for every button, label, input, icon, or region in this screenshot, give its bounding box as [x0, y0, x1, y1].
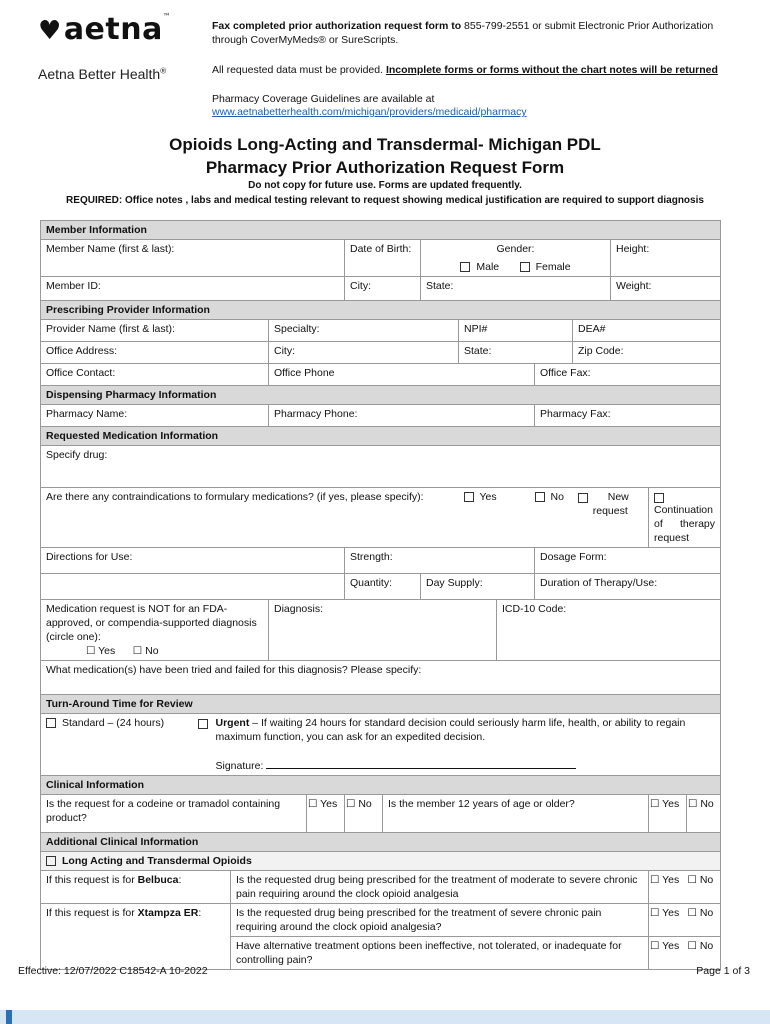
signature-line[interactable]: Signature:: [216, 758, 716, 773]
belbuca-label: If this request is for Belbuca:: [41, 871, 231, 904]
section-clinical: Clinical Information: [41, 776, 721, 795]
pharmacy-fax-field[interactable]: Pharmacy Fax:: [535, 405, 721, 427]
alternative-no[interactable]: ☐ No: [687, 937, 721, 970]
form-title: Opioids Long-Acting and Transdermal- Michigan PDL: [169, 135, 601, 154]
codeine-question: Is the request for a codeine or tramadol containing product?: [41, 795, 307, 833]
belbuca-yes[interactable]: ☐ Yes: [649, 871, 687, 904]
alternative-yes[interactable]: ☐ Yes: [649, 937, 687, 970]
fda-yes-option[interactable]: ☐ Yes: [86, 645, 116, 657]
section-additional: Additional Clinical Information: [41, 833, 721, 852]
effective-date: Effective: 12/07/2022 C18542-A 10-2022: [18, 965, 208, 977]
standard-option[interactable]: Standard – (24 hours): [41, 714, 193, 776]
required-notice: All requested data must be provided. Incomplete forms or forms without the chart notes will be returned: [212, 64, 718, 76]
scroll-edge: [6, 1010, 12, 1024]
authorization-form: [40, 220, 721, 970]
xtampza-label: If this request is for Xtampza ER:: [41, 904, 231, 970]
npi-field[interactable]: NPI#: [459, 320, 573, 342]
dob-field[interactable]: Date of Birth:: [345, 240, 421, 277]
section-pharmacy: Dispensing Pharmacy Information: [41, 386, 721, 405]
pharmacy-phone-field[interactable]: Pharmacy Phone:: [269, 405, 535, 427]
belbuca-question: Is the requested drug being prescribed for the treatment of moderate to severe chronic pain requiring around the clock opioid analgesia: [231, 871, 649, 904]
guidelines-link[interactable]: www.aetnabetterhealth.com/michigan/providers/medicaid/pharmacy: [212, 106, 527, 118]
brand-subtitle: Aetna Better Health®: [38, 66, 167, 82]
provider-city-field[interactable]: City:: [269, 342, 459, 364]
specialty-field[interactable]: Specialty:: [269, 320, 459, 342]
alternative-question: Have alternative treatment options been ineffective, not tolerated, or inadequate for controlling pain?: [231, 937, 649, 970]
quantity-field[interactable]: Quantity:: [345, 574, 421, 600]
fax-instructions-2: through CoverMyMeds® or SureScripts.: [212, 34, 399, 46]
brand-tm: ™: [162, 12, 172, 21]
day-supply-field[interactable]: Day Supply:: [421, 574, 535, 600]
continuation-option[interactable]: Continuation of therapy request: [649, 488, 721, 548]
xtampza-question: Is the requested drug being prescribed for the treatment of severe chronic pain requiring around the clock opioid analgesia?: [231, 904, 649, 937]
specify-drug-field[interactable]: Specify drug:: [41, 446, 721, 488]
xtampza-no[interactable]: ☐ No: [687, 904, 721, 937]
height-field[interactable]: Height:: [611, 240, 721, 277]
contra-yes-option[interactable]: Yes: [459, 488, 535, 548]
gender-field[interactable]: Gender: Male Female: [421, 240, 611, 277]
guidelines-text: Pharmacy Coverage Guidelines are available at: [212, 93, 435, 105]
section-medication: Requested Medication Information: [41, 427, 721, 446]
member-city-field[interactable]: City:: [345, 277, 421, 301]
directions-field[interactable]: Directions for Use:: [41, 548, 345, 574]
dea-field[interactable]: DEA#: [573, 320, 721, 342]
brand-name: aetna: [63, 12, 163, 47]
duration-field[interactable]: Duration of Therapy/Use:: [535, 574, 721, 600]
copy-notice: Do not copy for future use. Forms are updated frequently.: [248, 180, 522, 191]
age-yes[interactable]: ☐ Yes: [649, 795, 687, 833]
weight-field[interactable]: Weight:: [611, 277, 721, 301]
provider-state-field[interactable]: State:: [459, 342, 573, 364]
icd10-field[interactable]: ICD-10 Code:: [497, 600, 721, 661]
urgent-option[interactable]: Urgent – If waiting 24 hours for standard decision could seriously harm life, health, or ability to regain maximum function, you can ask for an expedited decision. Signature:: [193, 714, 721, 776]
xtampza-yes[interactable]: ☐ Yes: [649, 904, 687, 937]
member-state-field[interactable]: State:: [421, 277, 611, 301]
zip-field[interactable]: Zip Code:: [573, 342, 721, 364]
required-docs-notice: REQUIRED: Office notes , labs and medical testing relevant to request showing medical justification are required to support diagnosis: [66, 195, 704, 206]
age-no[interactable]: ☐ No: [687, 795, 721, 833]
office-fax-field[interactable]: Office Fax:: [535, 364, 721, 386]
female-checkbox[interactable]: [520, 262, 530, 272]
member-name-field[interactable]: Member Name (first & last):: [41, 240, 345, 277]
fax-instructions: Fax completed prior authorization request form to 855-799-2551 or submit Electronic Prior Authorization: [212, 20, 714, 32]
age-question: Is the member 12 years of age or older?: [383, 795, 649, 833]
viewer-scrollbar[interactable]: [0, 1010, 770, 1024]
codeine-no[interactable]: ☐ No: [345, 795, 383, 833]
male-checkbox[interactable]: [460, 262, 470, 272]
fda-question: Medication request is NOT for an FDA-approved, or compendia-supported diagnosis (circle one): ☐ Yes ☐ No: [41, 600, 269, 661]
section-provider: Prescribing Provider Information: [41, 301, 721, 320]
office-contact-field[interactable]: Office Contact:: [41, 364, 269, 386]
section-turnaround: Turn-Around Time for Review: [41, 695, 721, 714]
office-address-field[interactable]: Office Address:: [41, 342, 269, 364]
diagnosis-field[interactable]: Diagnosis:: [269, 600, 497, 661]
strength-field[interactable]: Strength:: [345, 548, 535, 574]
directions-blank[interactable]: [41, 574, 345, 600]
codeine-yes[interactable]: ☐ Yes: [307, 795, 345, 833]
new-request-option[interactable]: New request: [573, 488, 649, 548]
pharmacy-name-field[interactable]: Pharmacy Name:: [41, 405, 269, 427]
page-number: Page 1 of 3: [696, 965, 750, 977]
provider-name-field[interactable]: Provider Name (first & last):: [41, 320, 269, 342]
contraindications-question: Are there any contraindications to formulary medications? (if yes, please specify):: [41, 488, 459, 548]
contra-no-option[interactable]: No: [535, 488, 573, 548]
form-subtitle: Pharmacy Prior Authorization Request Form: [205, 158, 565, 177]
section-member: Member Information: [41, 221, 721, 240]
member-id-field[interactable]: Member ID:: [41, 277, 345, 301]
fda-no-option[interactable]: ☐ No: [132, 645, 159, 657]
belbuca-no[interactable]: ☐ No: [687, 871, 721, 904]
tried-failed-field[interactable]: What medication(s) have been tried and failed for this diagnosis? Please specify:: [41, 661, 721, 695]
dosage-form-field[interactable]: Dosage Form:: [535, 548, 721, 574]
heart-icon: ♥: [38, 16, 62, 46]
long-acting-option[interactable]: Long Acting and Transdermal Opioids: [41, 852, 721, 871]
aetna-logo: [38, 12, 171, 47]
office-phone-field[interactable]: Office Phone: [269, 364, 535, 386]
